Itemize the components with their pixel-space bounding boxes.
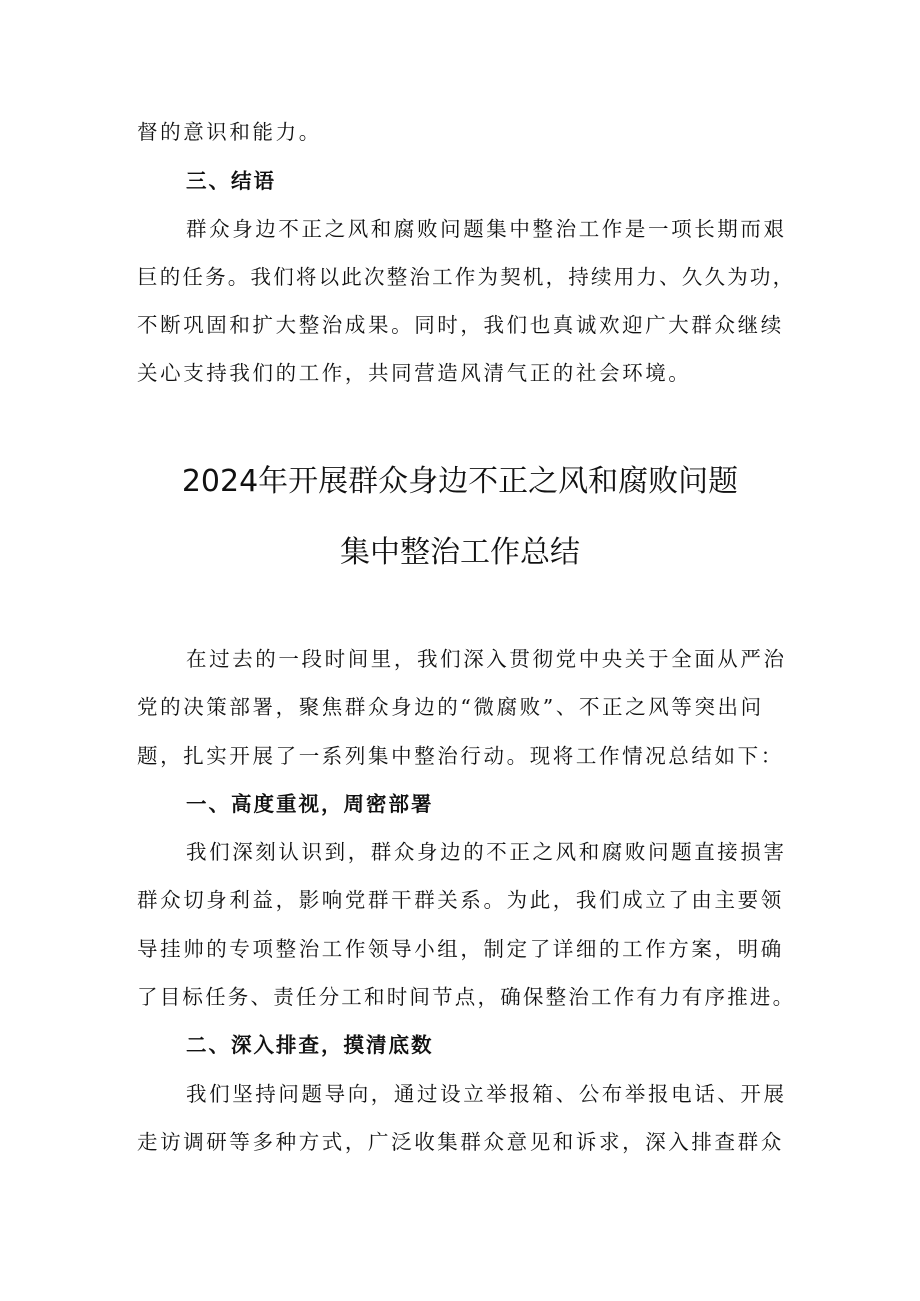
section-1-line: 群众切身利益，影响党群干群关系。为此，我们成立了由主要领: [137, 888, 784, 912]
document-title-line-2: 集中整治工作总结: [340, 535, 580, 570]
intro-line: 在过去的一段时间里，我们深入贯彻党中央关于全面从严治: [186, 647, 787, 671]
conclusion-paragraph-line: 关心支持我们的工作，共同营造风清气正的社会环境。: [137, 361, 692, 385]
document-title-line-1: 2024年开展群众身边不正之风和腐败问题: [181, 464, 739, 499]
intro-line: 题，扎实开展了一系列集中整治行动。现将工作情况总结如下：: [137, 744, 784, 768]
conclusion-heading: 三、结语: [186, 169, 276, 193]
section-1-line: 导挂帅的专项整治工作领导小组，制定了详细的工作方案，明确: [137, 937, 784, 961]
section-1-line: 我们深刻认识到，群众身边的不正之风和腐败问题直接损害: [186, 840, 787, 864]
intro-line: 党的决策部署，聚焦群众身边的“微腐败”、不正之风等突出问: [137, 695, 764, 719]
conclusion-paragraph-line: 群众身边不正之风和腐败问题集中整治工作是一项长期而艰: [186, 217, 787, 241]
conclusion-paragraph-line: 巨的任务。我们将以此次整治工作为契机，持续用力、久久为功，: [137, 265, 796, 289]
section-1-heading: 一、高度重视，周密部署: [186, 792, 434, 816]
conclusion-paragraph-line: 不断巩固和扩大整治成果。同时，我们也真诚欢迎广大群众继续: [137, 313, 784, 337]
section-1-line: 了目标任务、责任分工和时间节点，确保整治工作有力有序推进。: [137, 985, 796, 1009]
section-2-line: 我们坚持问题导向，通过设立举报箱、公布举报电话、开展: [186, 1082, 787, 1106]
prev-section-tail-line: 督的意识和能力。: [137, 120, 322, 144]
section-2-line: 走访调研等多种方式，广泛收集群众意见和诉求，深入排查群众: [137, 1130, 784, 1154]
section-2-heading: 二、深入排查，摸清底数: [186, 1033, 434, 1057]
